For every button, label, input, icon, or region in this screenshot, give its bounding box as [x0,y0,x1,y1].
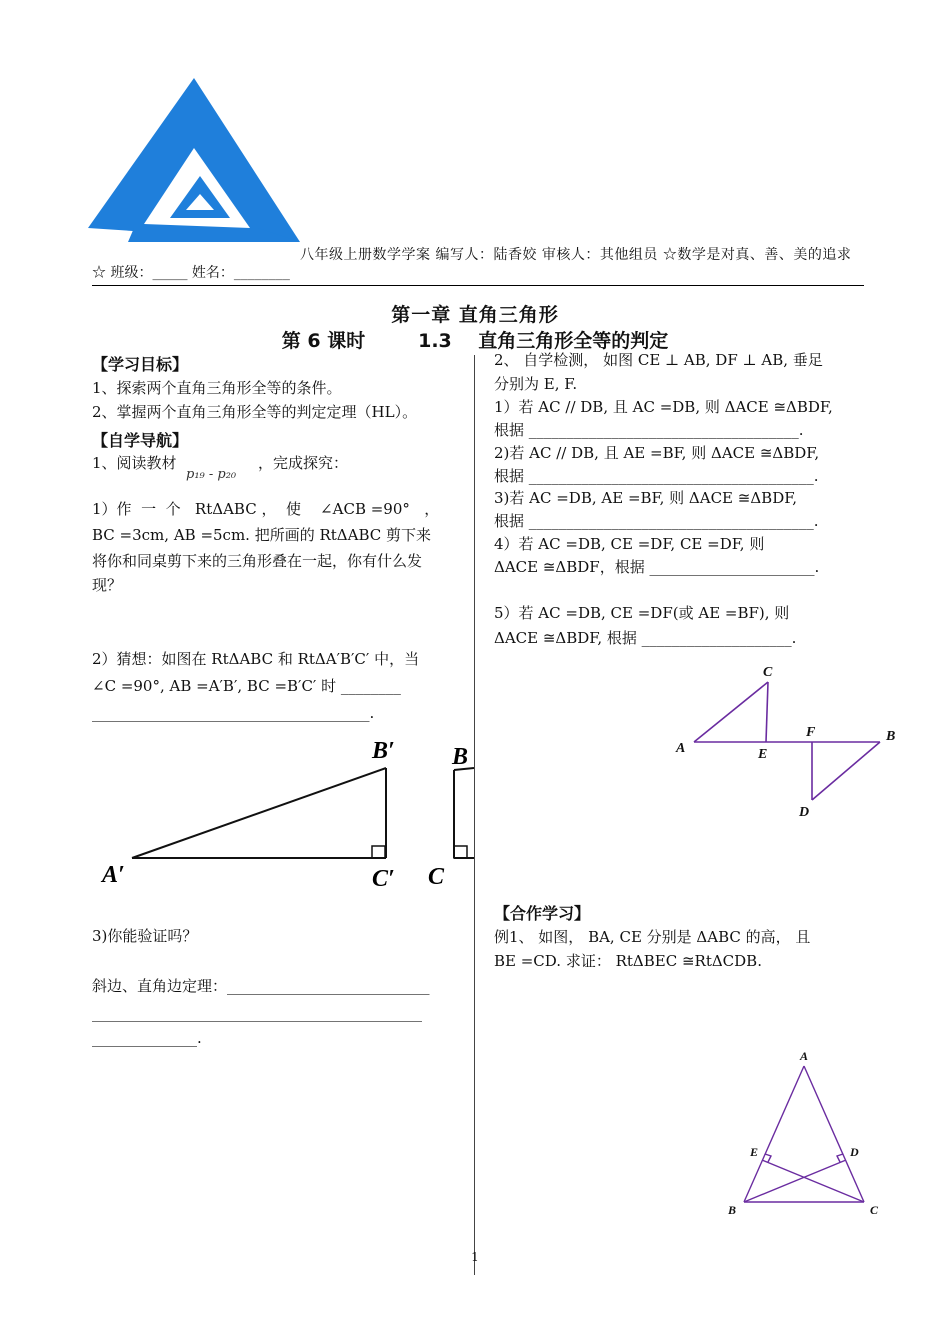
fig2-label-C: C [870,1203,879,1217]
q3: 3)你能验证吗？ [92,927,198,945]
item-1-line-1: 1）若 AC // DB, 且 AC =DB, 则 ΔACE ≅ΔBDF, [494,398,833,416]
isosceles-triangle-figure [720,1044,890,1220]
read-line: 1、阅读教材 [92,454,177,472]
fig1-label-F: F [806,725,816,740]
label-C-prime: C′ [372,866,395,892]
s2-line-1: 2、 自学检测， 如图 CE ⊥ AB, DF ⊥ AB, 垂足 [494,351,823,369]
label-B-prime: B′ [372,738,395,764]
item-5-line-1: 5）若 AC =DB, CE =DF(或 AE =BF), 则 [494,604,790,622]
q1-line-1: 1）作 一 个 RtΔABC ， 使 ∠ACB =90° ， [92,500,440,518]
hl-line-1: 斜边、直角边定理：___________________________ [92,977,430,995]
label-A-prime: A′ [102,862,125,888]
item-5-line-2: ΔACE ≅ΔBDF, 根据 ____________________. [494,629,797,647]
label-C: C [428,864,445,890]
page-number: 1 [471,1250,479,1264]
triangle-logo-icon [88,78,300,246]
fig1-label-E: E [758,747,768,762]
right-triangles-figure [96,736,474,894]
q1-line-3: 将你和同桌剪下来的三角形叠在一起，你有什么发 [92,552,423,570]
item-3-line-1: 3)若 AC =DB, AE =BF, 则 ΔACE ≅ΔBDF, [494,489,798,507]
q2-line-2: ∠C =90°, AB =A′B′, BC =B′C′ 时 ________ [92,677,401,695]
goals-heading: 【学习目标】 [92,355,189,374]
hl-line-2: ____________________________________________ [92,1004,422,1022]
coop-heading: 【合作学习】 [494,904,591,923]
column-divider [474,355,475,1275]
q1-line-2: BC =3cm, AB =5cm. 把所画的 RtΔABC 剪下来 [92,526,432,544]
congruent-triangles-figure [672,660,904,822]
item-3-line-2: 根据 ______________________________________. [494,512,819,530]
fig2-label-A: A [800,1049,809,1063]
label-B: B [452,744,469,770]
fig2-label-B: B [728,1203,737,1217]
chapter-title: 第一章 直角三角形 [391,304,559,326]
goal-1: 1、探索两个直角三角形全等的条件。 [92,379,342,397]
q1-line-4: 现？ [92,576,123,594]
item-2-line-2: 根据 ______________________________________. [494,467,819,485]
guide-heading: 【自学导航】 [92,431,189,450]
fig1-label-C: C [763,665,773,680]
lesson-title: 第 6 课时 1.3 直角三角形全等的判定 [281,330,669,352]
header-divider [92,285,864,286]
fig1-label-B: B [886,729,896,744]
class-name-line: ☆ 班级：_____ 姓名：________ [92,265,290,281]
s2-line-2: 分别为 E, F. [494,375,578,393]
q2-line-3: _____________________________________. [92,704,375,722]
read-tail: ，完成探究： [258,454,349,472]
hl-line-3: ______________. [92,1029,202,1047]
fig2-label-D: D [850,1145,859,1159]
item-4-line-2: ΔACE ≅ΔBDF，根据 ______________________. [494,558,820,576]
example-line-1: 例1、 如图， BA, CE 分别是 ΔABC 的高， 且 [494,928,811,946]
fig2-label-E: E [750,1145,759,1159]
item-1-line-2: 根据 ____________________________________. [494,421,804,439]
item-4-line-1: 4）若 AC =DB, CE =DF, CE =DF, 则 [494,535,765,553]
fig1-label-D: D [799,805,810,820]
q2-line-1: 2）猜想：如图在 RtΔABC 和 RtΔA′B′C′ 中，当 [92,650,420,668]
read-pages: p₁₉ - p₂₀ [186,467,237,482]
example-line-2: BE =CD. 求证： RtΔBEC ≅RtΔCDB. [494,952,762,970]
header-info: 八年级上册数学学案 编写人：陆香姣 审核人：其他组员 ☆数学是对真、善、美的追求 [300,247,852,263]
item-2-line-1: 2)若 AC // DB, 且 AE =BF, 则 ΔACE ≅ΔBDF, [494,444,820,462]
goal-2: 2、掌握两个直角三角形全等的判定定理（HL）。 [92,403,418,421]
fig1-label-A: A [676,741,686,756]
